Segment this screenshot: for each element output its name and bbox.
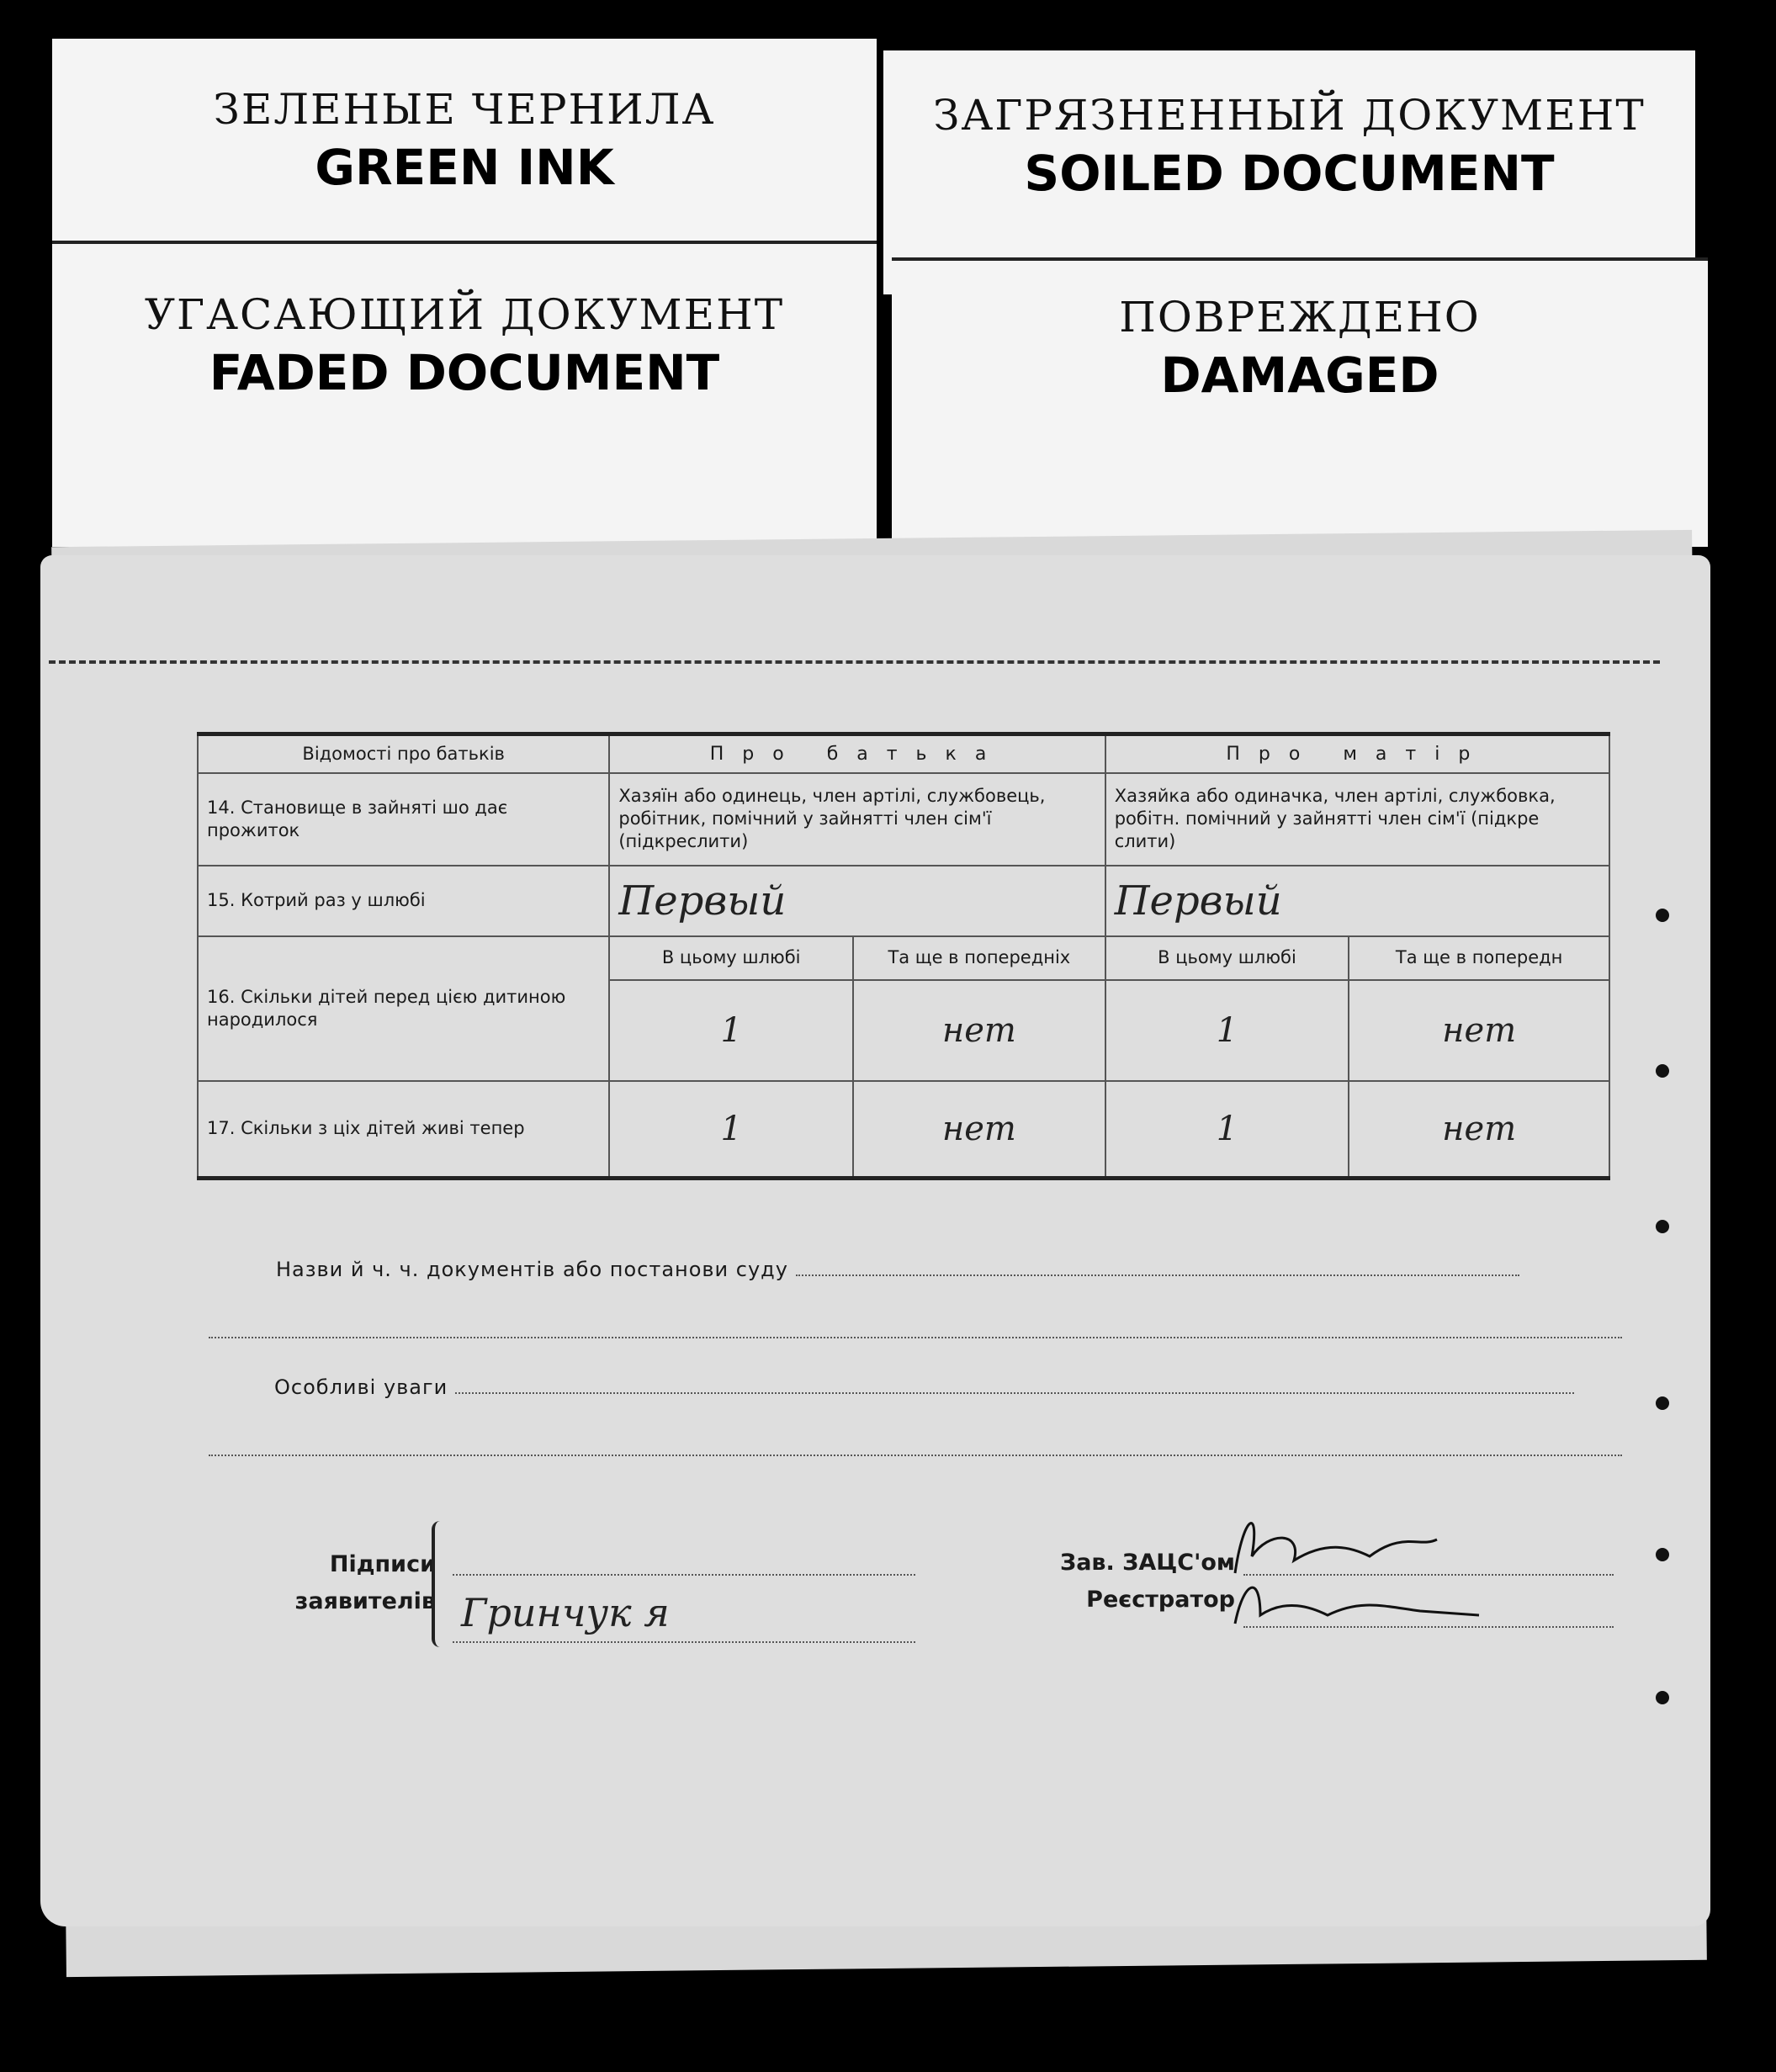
- card-damaged-en: DAMAGED: [1160, 347, 1439, 404]
- subheader-previous-father: Та ще в попередніх: [853, 936, 1105, 980]
- documents-row: [276, 1258, 1622, 1281]
- soiled-document-card: [883, 50, 1695, 294]
- card-green-en: GREEN INK: [315, 139, 614, 196]
- official-signatures-scribble: [1201, 1481, 1504, 1649]
- perforation-line: [49, 660, 1660, 664]
- applicant-signature: Гринчук я: [461, 1590, 670, 1635]
- damaged-card: [892, 261, 1708, 547]
- documents-dotted-line: [796, 1274, 1519, 1276]
- punch-hole: [1656, 1064, 1669, 1078]
- punch-hole: [1656, 1396, 1669, 1410]
- row17-value: нет: [853, 1081, 1105, 1179]
- header-mother: Про матір: [1105, 734, 1609, 773]
- notes-label: Особливі уваги: [274, 1375, 448, 1399]
- punch-hole: [1656, 1548, 1669, 1561]
- row15-mother-value: Первый: [1105, 866, 1609, 936]
- notes-row: [274, 1375, 1620, 1399]
- applicants-label: [242, 1546, 436, 1620]
- row15-label: 15. Котрий раз у шлюбі: [198, 866, 609, 936]
- card-soiled-ru: ЗАГРЯЗНЕННЫЙ ДОКУМЕНТ: [933, 91, 1646, 140]
- card-damaged-ru: ПОВРЕЖДЕНО: [1119, 293, 1481, 342]
- faded-document-card: [52, 244, 877, 547]
- subheader-this-marriage-father: В цьому шлюбі: [609, 936, 853, 980]
- documents-label: Назви й ч. ч. документів або постанови суду: [276, 1258, 788, 1281]
- row14-father: Хазяїн або одинець, член артілі, службовець, робітник, помічний у зайнятті член сім'ї (підкреслити): [609, 773, 1105, 866]
- row14-mother: Хазяйка або одиначка, член артілі, службовка, робітн. помічний у зайнятті член сім'ї (підкре слити): [1105, 773, 1609, 866]
- notes-dotted-line-2: [209, 1454, 1622, 1456]
- card-soiled-en: SOILED DOCUMENT: [1024, 145, 1555, 202]
- subheader-previous-mother: Та ще в попередн: [1349, 936, 1609, 980]
- row17-value: 1: [1105, 1081, 1349, 1179]
- row17-label: 17. Скільки з ціх дітей живі тепер: [198, 1081, 609, 1179]
- row16-label: 16. Скільки дітей перед цією дитиною народилося: [198, 936, 609, 1081]
- row16-value: 1: [609, 980, 853, 1081]
- punch-hole: [1656, 1691, 1669, 1704]
- row14-label: 14. Становище в зайняті шо дає прожиток: [198, 773, 609, 866]
- row16-value: 1: [1105, 980, 1349, 1081]
- officials-labels: [983, 1545, 1235, 1619]
- parents-info-table: [197, 732, 1610, 1180]
- applicant-signature-line-2: [453, 1640, 915, 1643]
- header-father: Про батька: [609, 734, 1105, 773]
- card-green-ru: ЗЕЛЕНЫЕ ЧЕРНИЛА: [213, 85, 716, 134]
- subheader-this-marriage-mother: В цьому шлюбі: [1105, 936, 1349, 980]
- head-label: Зав. ЗАЦС'ом: [1060, 1550, 1235, 1576]
- applicants-label-1: Підписи: [329, 1551, 436, 1577]
- registration-form-sheet: [40, 555, 1710, 1926]
- row17-value: 1: [609, 1081, 853, 1179]
- punch-hole: [1656, 909, 1669, 922]
- punch-hole: [1656, 1220, 1669, 1233]
- row16-value: нет: [853, 980, 1105, 1081]
- row17-value: нет: [1349, 1081, 1609, 1179]
- applicants-label-2: заявителів: [294, 1588, 436, 1614]
- applicant-signature-line-1: [453, 1573, 915, 1576]
- row15-father-value: Первый: [609, 866, 1105, 936]
- documents-dotted-line-2: [209, 1336, 1622, 1338]
- notes-dotted-line: [455, 1392, 1574, 1394]
- card-faded-ru: УГАСАЮЩИЙ ДОКУМЕНТ: [144, 290, 785, 339]
- card-faded-en: FADED DOCUMENT: [209, 344, 720, 401]
- signature-brace: [432, 1521, 447, 1647]
- header-parents: Відомості про батьків: [198, 734, 609, 773]
- row16-value: нет: [1349, 980, 1609, 1081]
- registrar-label: Реєстратор: [1086, 1587, 1235, 1613]
